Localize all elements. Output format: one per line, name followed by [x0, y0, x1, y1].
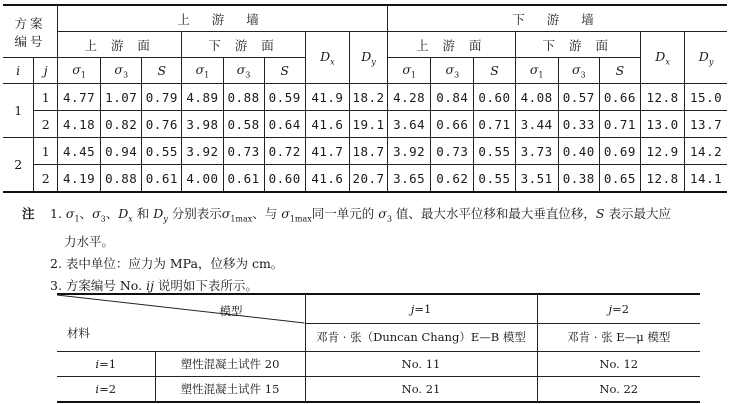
scheme-cell-j1: No. 21: [305, 377, 537, 403]
model-label: 模型: [219, 304, 243, 318]
value-cell: 0.55: [474, 165, 515, 193]
scheme-cell-j2: No. 22: [537, 377, 700, 403]
model-material-corner: [57, 294, 305, 352]
value-cell: 0.38: [558, 165, 599, 193]
i-header: i: [3, 58, 34, 84]
sigma1-header: $\sigma_1$: [182, 58, 223, 84]
value-cell: 0.66: [431, 111, 474, 138]
material-cell: 塑性混凝土试件 15: [155, 377, 305, 403]
value-cell: 0.66: [599, 84, 640, 111]
value-cell: 0.88: [223, 84, 264, 111]
value-cell: 41.7: [305, 138, 349, 165]
downstream-wall-downstream-face: 下 游 面: [515, 32, 640, 58]
value-cell: 0.76: [142, 111, 182, 138]
table-row: [57, 377, 700, 403]
value-cell: 19.1: [349, 111, 387, 138]
sigma3-header: $\sigma_3$: [223, 58, 264, 84]
note-1-continued: 力水平。: [64, 233, 115, 249]
value-cell: 1.07: [101, 84, 142, 111]
material-label: 材料: [67, 326, 90, 340]
sigma3-header: $\sigma_3$: [431, 58, 474, 84]
value-cell: 20.7: [349, 165, 387, 193]
value-cell: 0.84: [431, 84, 474, 111]
value-cell: 0.65: [599, 165, 640, 193]
sigma3-header: $\sigma_3$: [558, 58, 599, 84]
value-cell: 18.2: [349, 84, 387, 111]
material-cell: 塑性混凝土试件 20: [155, 352, 305, 377]
upstream-wall-upstream-face: 上 游 面: [58, 32, 182, 58]
value-cell: 0.62: [431, 165, 474, 193]
value-cell: 3.51: [515, 165, 558, 193]
dx-header-upstream: $D_x$: [305, 32, 349, 84]
value-cell: 0.60: [474, 84, 515, 111]
j1-header: j=1: [305, 294, 537, 323]
value-cell: 0.88: [101, 165, 142, 193]
value-cell: 4.77: [58, 84, 101, 111]
table-row: [57, 352, 700, 377]
value-cell: 41.9: [305, 84, 349, 111]
value-cell: 4.18: [58, 111, 101, 138]
value-cell: 0.69: [599, 138, 640, 165]
value-cell: 41.6: [305, 111, 349, 138]
value-cell: 0.71: [474, 111, 515, 138]
value-cell: 0.33: [558, 111, 599, 138]
results-table: [3, 4, 727, 193]
sigma1-header: $\sigma_1$: [58, 58, 101, 84]
i-cell: i=2: [57, 377, 155, 403]
value-cell: 18.7: [349, 138, 387, 165]
value-cell: 15.0: [685, 84, 727, 111]
s-header: S: [264, 58, 305, 84]
value-cell: 0.40: [558, 138, 599, 165]
value-cell: 0.60: [264, 165, 305, 193]
j1-model: 邓肯 · 张（Duncan Chang）E—B 模型: [305, 323, 537, 351]
scheme-number-header: 方案 编号: [3, 5, 58, 58]
j-cell: 1: [34, 84, 58, 111]
j-cell: 1: [34, 138, 58, 165]
value-cell: 3.65: [388, 165, 431, 193]
value-cell: 3.92: [388, 138, 431, 165]
value-cell: 3.98: [182, 111, 223, 138]
value-cell: 14.2: [685, 138, 727, 165]
table-row: [3, 165, 727, 193]
value-cell: 0.82: [101, 111, 142, 138]
value-cell: 12.8: [640, 165, 684, 193]
value-cell: 14.1: [685, 165, 727, 193]
value-cell: 3.92: [182, 138, 223, 165]
value-cell: 0.61: [142, 165, 182, 193]
upstream-wall-header: 上 游 墙: [58, 5, 388, 32]
value-cell: 3.73: [515, 138, 558, 165]
value-cell: 3.44: [515, 111, 558, 138]
j2-model: 邓肯 · 张 E—μ 模型: [537, 323, 700, 351]
value-cell: 4.00: [182, 165, 223, 193]
value-cell: 12.8: [640, 84, 684, 111]
i-cell: 2: [3, 138, 34, 193]
diagonal-divider: [57, 295, 305, 351]
sigma1-header: $\sigma_1$: [388, 58, 431, 84]
dx-header-downstream: $D_x$: [640, 32, 684, 84]
value-cell: 13.7: [685, 111, 727, 138]
value-cell: 0.73: [431, 138, 474, 165]
note-1: 注 1. $\sigma_1$、$\sigma_3$、$D_x$ 和 $D_y$ 分别表示$\sigma_{1max}$、与 $\sigma_{1max}$同一单元的 $\sigma_3$ 值、最大水平位移和最大垂直位移，S 表示最大应: [22, 203, 732, 231]
j-header: j: [34, 58, 58, 84]
note-head: 注: [22, 206, 35, 221]
value-cell: 4.08: [515, 84, 558, 111]
value-cell: 4.45: [58, 138, 101, 165]
value-cell: 41.6: [305, 165, 349, 193]
value-cell: 4.89: [182, 84, 223, 111]
downstream-wall-upstream-face: 上 游 面: [388, 32, 515, 58]
scheme-cell-j2: No. 12: [537, 352, 700, 377]
j2-header: j=2: [537, 294, 700, 323]
s-header: S: [142, 58, 182, 84]
value-cell: 4.19: [58, 165, 101, 193]
j-cell: 2: [34, 111, 58, 138]
value-cell: 0.57: [558, 84, 599, 111]
value-cell: 0.59: [264, 84, 305, 111]
scheme-cell-j1: No. 11: [305, 352, 537, 377]
upstream-wall-downstream-face: 下 游 面: [182, 32, 305, 58]
value-cell: 0.94: [101, 138, 142, 165]
i-cell: i=1: [57, 352, 155, 377]
value-cell: 0.71: [599, 111, 640, 138]
value-cell: 4.28: [388, 84, 431, 111]
s-header: S: [474, 58, 515, 84]
scheme-explanation-table: [57, 293, 700, 403]
value-cell: 0.61: [223, 165, 264, 193]
sigma1-header: $\sigma_1$: [515, 58, 558, 84]
s-header: S: [599, 58, 640, 84]
value-cell: 3.64: [388, 111, 431, 138]
notes-section: [22, 203, 732, 297]
value-cell: 0.55: [474, 138, 515, 165]
value-cell: 0.72: [264, 138, 305, 165]
downstream-wall-header: 下 游 墙: [388, 5, 727, 32]
value-cell: 12.9: [640, 138, 684, 165]
value-cell: 0.55: [142, 138, 182, 165]
sigma3-header: $\sigma_3$: [101, 58, 142, 84]
value-cell: 13.0: [640, 111, 684, 138]
dy-header-downstream: $D_y$: [685, 32, 727, 84]
note-2: 2. 表中单位：应力为 MPa，位移为 cm。: [50, 255, 284, 271]
dy-header-upstream: $D_y$: [349, 32, 387, 84]
value-cell: 0.58: [223, 111, 264, 138]
table-row: [3, 111, 727, 138]
value-cell: 0.79: [142, 84, 182, 111]
j-cell: 2: [34, 165, 58, 193]
value-cell: 0.64: [264, 111, 305, 138]
table-row: [3, 84, 727, 111]
i-cell: 1: [3, 84, 34, 138]
note-3: 3. 方案编号 No. ij 说明如下表所示。: [50, 277, 258, 293]
table-row: [3, 138, 727, 165]
value-cell: 0.73: [223, 138, 264, 165]
